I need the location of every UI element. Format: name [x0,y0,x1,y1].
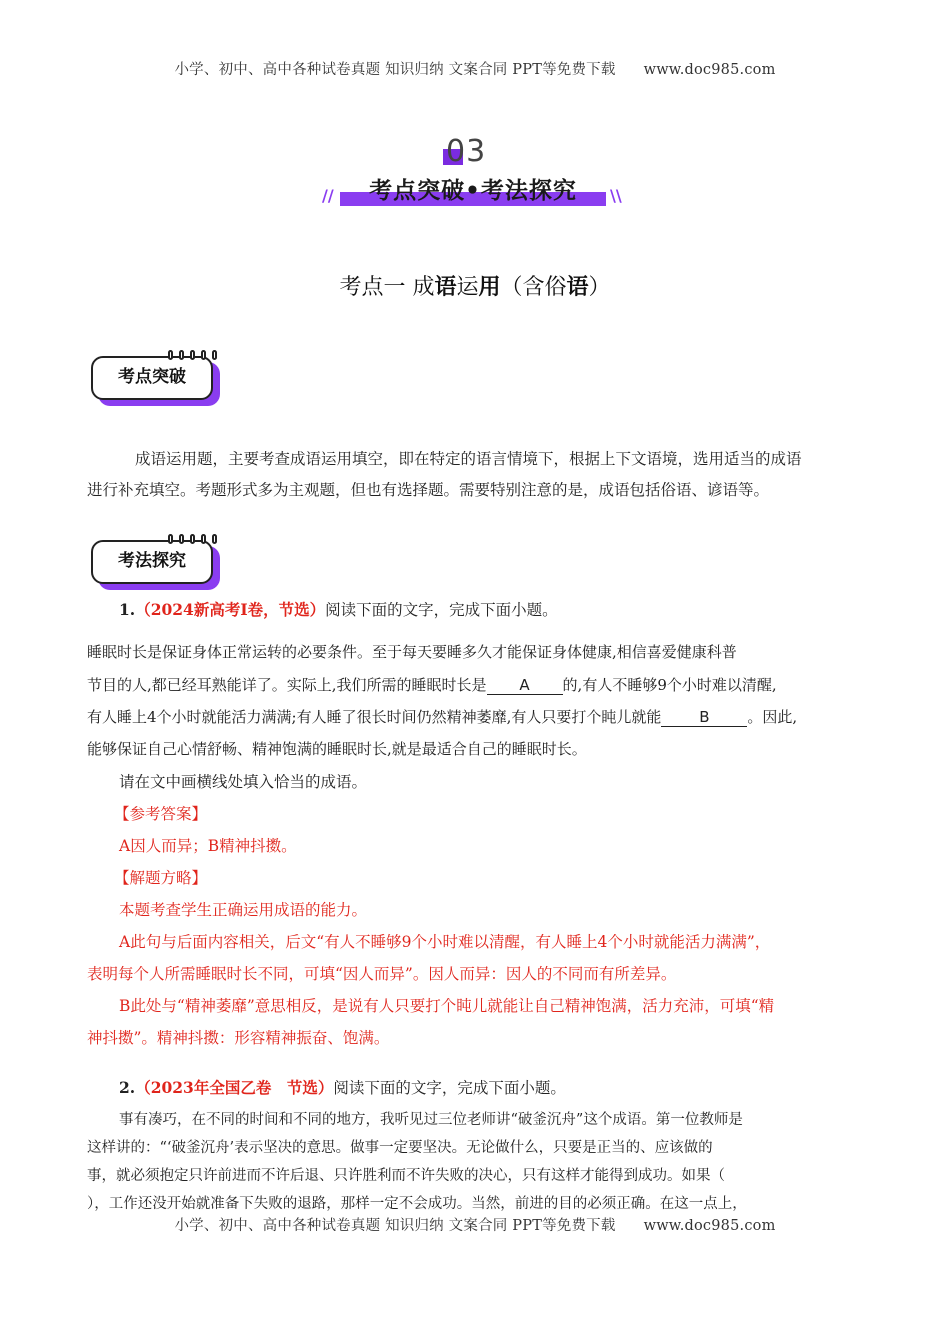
header-site[interactable]: www.doc985.com [643,62,776,78]
q2-passage-line: 事，就必须抱定只许前进而不许后退、只许胜利而不许失败的决心，只有这样才能得到成功。如果（ [87,1168,725,1184]
tag-spiral [168,350,217,360]
q1-prompt: 阅读下面的文字，完成下面小题。 [325,601,558,619]
q2-passage-line: 事有凑巧，在不同的时间和不同的地方，我听见过三位老师讲“破釜沉舟”这个成语。第一位教师是 [119,1112,743,1128]
footer-site[interactable]: www.doc985.com [643,1218,776,1234]
topic-part: 考点一 成 [339,275,435,300]
q1-source: （2024新高考Ⅰ卷，节选） [135,600,326,619]
q1-number: 1. [119,600,136,619]
header-text: 小学、初中、高中各种试卷真题 知识归纳 文案合同 PPT等免费下载 [174,62,616,78]
strategy-line: 神抖擞”。精神抖擞：形容精神振奋、饱满。 [87,1029,390,1047]
banner-slash-right: \\ [610,186,622,205]
q1-text: 节目的人,都已经耳熟能详了。实际上,我们所需的睡眠时长是 [87,676,487,694]
q1-text: 。因此, [747,708,798,726]
page-footer [0,1214,950,1235]
intro-line: 进行补充填空。考题形式多为主观题，但也有选择题。需要特别注意的是，成语包括俗语、谚语等。 [87,481,770,499]
banner-slash-left: // [322,186,334,205]
strategy-label: 【解题方略】 [114,869,208,887]
topic-part: 语 [434,275,457,300]
strategy-line: A此句与后面内容相关，后文“有人不睡够9个小时难以清醒，有人睡上4个小时就能活力满满”， [119,933,771,951]
q1-ask: 请在文中画横线处填入恰当的成语。 [119,773,368,791]
blank-a: A [487,676,563,695]
q1-passage-line [87,706,877,727]
q1-heading [119,598,909,620]
topic-part: 用 [478,275,501,300]
section-banner-title: 考点突破•考法探究 [369,178,577,204]
q2-source: （2023年全国乙卷 节选） [135,1078,334,1097]
strategy-line: B此处与“精神萎靡”意思相反，是说有人只要打个盹儿就能让自己精神饱满，活力充沛，可填“精 [119,997,775,1015]
q1-passage-line: 睡眠时长是保证身体正常运转的必要条件。至于每天要睡多久才能保证身体健康,相信喜爱健康科普 [87,643,737,661]
intro-paragraph [87,444,865,506]
q1-passage-line [87,674,877,695]
page-header [0,58,950,79]
topic-title [0,270,950,301]
q2-prompt: 阅读下面的文字，完成下面小题。 [333,1079,566,1097]
tag-kaodian-tupo: 考点突破 [91,356,213,400]
topic-part: 语 [566,275,589,300]
footer-text: 小学、初中、高中各种试卷真题 知识归纳 文案合同 PPT等免费下载 [174,1218,616,1234]
q1-passage-line: 能够保证自己心情舒畅、精神饱满的睡眠时长,就是最适合自己的睡眠时长。 [87,740,587,758]
q2-heading [119,1076,909,1098]
intro-line: 成语运用题，主要考查成语运用填空，即在特定的语言情境下，根据上下文语境，选用适当的成语 [135,450,802,468]
q1-text: 的,有人不睡够9个小时难以清醒, [562,676,777,694]
topic-part: （含俗 [500,275,567,300]
topic-part: 运 [456,275,479,300]
blank-b: B [661,708,747,727]
tag-kaofa-tanjiu: 考法探究 [91,540,213,584]
answer-text: A因人而异；B精神抖擞。 [119,837,297,855]
tag-spiral [168,534,217,544]
q2-number: 2. [119,1078,136,1097]
q2-passage-line: ），工作还没开始就准备下失败的退路，那样一定不会成功。当然，前进的目的必须正确。在这一点上， [87,1196,747,1212]
q2-passage-line: 这样讲的：“‘破釜沉舟’表示坚决的意思。做事一定要坚决。无论做什么，只要是正当的、应该做的 [87,1140,713,1156]
topic-part: ） [588,275,611,300]
section-number: 03 [446,134,487,169]
strategy-line: 本题考查学生正确运用成语的能力。 [119,901,368,919]
q1-text: 有人睡上4个小时就能活力满满;有人睡了很长时间仍然精神萎靡,有人只要打个盹儿就能 [87,708,662,726]
answer-label: 【参考答案】 [114,805,208,823]
strategy-line: 表明每个人所需睡眠时长不同，可填“因人而异”。因人而异：因人的不同而有所差异。 [87,965,677,983]
